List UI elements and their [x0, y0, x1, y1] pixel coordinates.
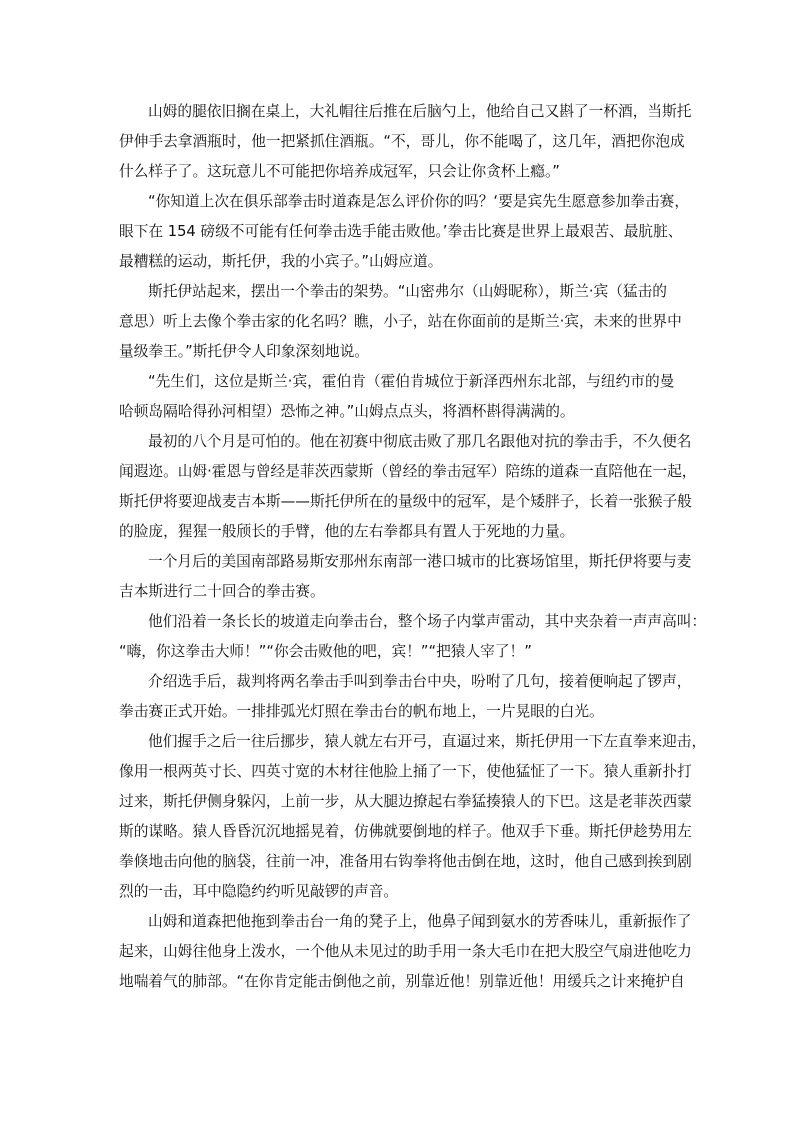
paragraph-line: 的脸庞，猩猩一般颀长的手臂，他的左右拳都具有置人于死地的力量。 [119, 523, 575, 540]
paragraph-line: 像用一根两英寸长、四英寸宽的木材往他脸上捅了一下，使他猛怔了一下。猿人重新扑打 [119, 763, 692, 780]
paragraph-line: 闻遐迩。山姆·霍恩与曾经是菲茨西蒙斯（曾经的拳击冠军）陪练的道森一直陪他在一起， [119, 463, 697, 480]
paragraph-first-line: “先生们，这位是斯兰·宾，霍伯肯（霍伯肯城位于新泽西州东北部，与纽约市的曼 [148, 373, 675, 390]
paragraph-line: 吉本斯进行二十回合的拳击赛。 [119, 583, 325, 600]
paragraph-first-line: 一个月后的美国南部路易斯安那州东南部一港口城市的比赛场馆里，斯托伊将要与麦 [148, 553, 692, 570]
paragraph-first-line: 他们握手之后一往后挪步，猿人就左右开弓，直逼过来，斯托伊用一下左直拳来迎击， [148, 733, 707, 750]
paragraph-line: 哈顿岛隔哈得孙河相望）恐怖之神。”山姆点点头，将酒杯斟得满满的。 [119, 403, 575, 420]
paragraph-line: 意思）听上去像个拳击家的化名吗？瞧，小子，站在你面前的是斯兰·宾，未来的世界中 [119, 313, 682, 330]
paragraph-line: 量级拳王。”斯托伊令人印象深刻地说。 [119, 343, 369, 360]
paragraph-first-line: 山姆的腿依旧搁在桌上，大礼帽往后推在后脑勺上，他给自己又斟了一杯酒，当斯托 [148, 103, 692, 120]
paragraph-line: 伊伸手去拿酒瓶时，他一把紧抓住酒瓶。“不，哥儿，你不能喝了，这几年，酒把你泡成 [119, 133, 685, 150]
paragraph-line: 过来，斯托伊侧身躲闪，上前一步，从大腿边撩起右拳猛揍猿人的下巴。这是老菲茨西蒙 [119, 793, 692, 810]
paragraph-line: 什么样子了。这玩意儿不可能把你培养成冠军，只会让你贪杯上瘾。” [119, 163, 560, 180]
paragraph-first-line: 最初的八个月是可怕的。他在初赛中彻底击败了那几名跟他对抗的拳击手，不久便名 [148, 433, 692, 450]
paragraph-line: “嗨，你这拳击大师！”“你会击败他的吧，宾！”“把猿人宰了！” [119, 643, 532, 660]
paragraph-line: 烈的一击，耳中隐隐约约听见敲锣的声音。 [119, 883, 399, 900]
paragraph-first-line: 山姆和道森把他拖到拳击台一角的凳子上，他鼻子闻到氨水的芳香味儿，重新振作了 [148, 913, 692, 930]
paragraph-line: 地喘着气的肺部。“在你肯定能击倒他之前，别靠近他！别靠近他！用缓兵之计来掩护自 [119, 973, 685, 990]
paragraph-line: 斯托伊将要迎战麦吉本斯——斯托伊所在的量级中的冠军，是个矮胖子，长着一张猴子般 [119, 493, 692, 510]
paragraph-line: 起来，山姆往他身上泼水，一个他从未见过的助手用一条大毛巾在把大股空气扇进他吃力 [119, 943, 692, 960]
document-page [119, 97, 707, 997]
paragraph-first-line: 介绍选手后，裁判将两名拳击手叫到拳击台中央，吩咐了几句，接着便响起了锣声， [148, 673, 692, 690]
paragraph-first-line: 斯托伊站起来，摆出一个拳击的架势。“山密弗尔（山姆昵称），斯兰·宾（猛击的 [148, 283, 667, 300]
paragraph-line: 拳倏地击向他的脑袋，往前一冲，准备用右钩拳将他击倒在地，这时，他自己感到挨到剧 [119, 853, 692, 870]
paragraph-line: 斯的谋略。猿人昏昏沉沉地摇晃着，仿佛就要倒地的样子。他双手下垂。斯托伊趁势用左 [119, 823, 692, 840]
paragraph-line: 最糟糕的运动，斯托伊，我的小宾子。”山姆应道。 [119, 253, 443, 270]
paragraph-first-line: 他们沿着一条长长的坡道走向拳击台，整个场子内掌声雷动，其中夹杂着一声声高叫： [148, 613, 707, 630]
paragraph-line: 拳击赛正式开始。一排排弧光灯照在拳击台的帆布地上，一片晃眼的白光。 [119, 703, 604, 720]
paragraph-line: 眼下在 154 磅级不可能有任何拳击选手能击败他。’拳击比赛是世界上最艰苦、最肮脏、 [119, 223, 683, 240]
paragraph-first-line: “你知道上次在俱乐部拳击时道森是怎么评价你的吗？‘要是宾先生愿意参加拳击赛， [148, 193, 690, 210]
